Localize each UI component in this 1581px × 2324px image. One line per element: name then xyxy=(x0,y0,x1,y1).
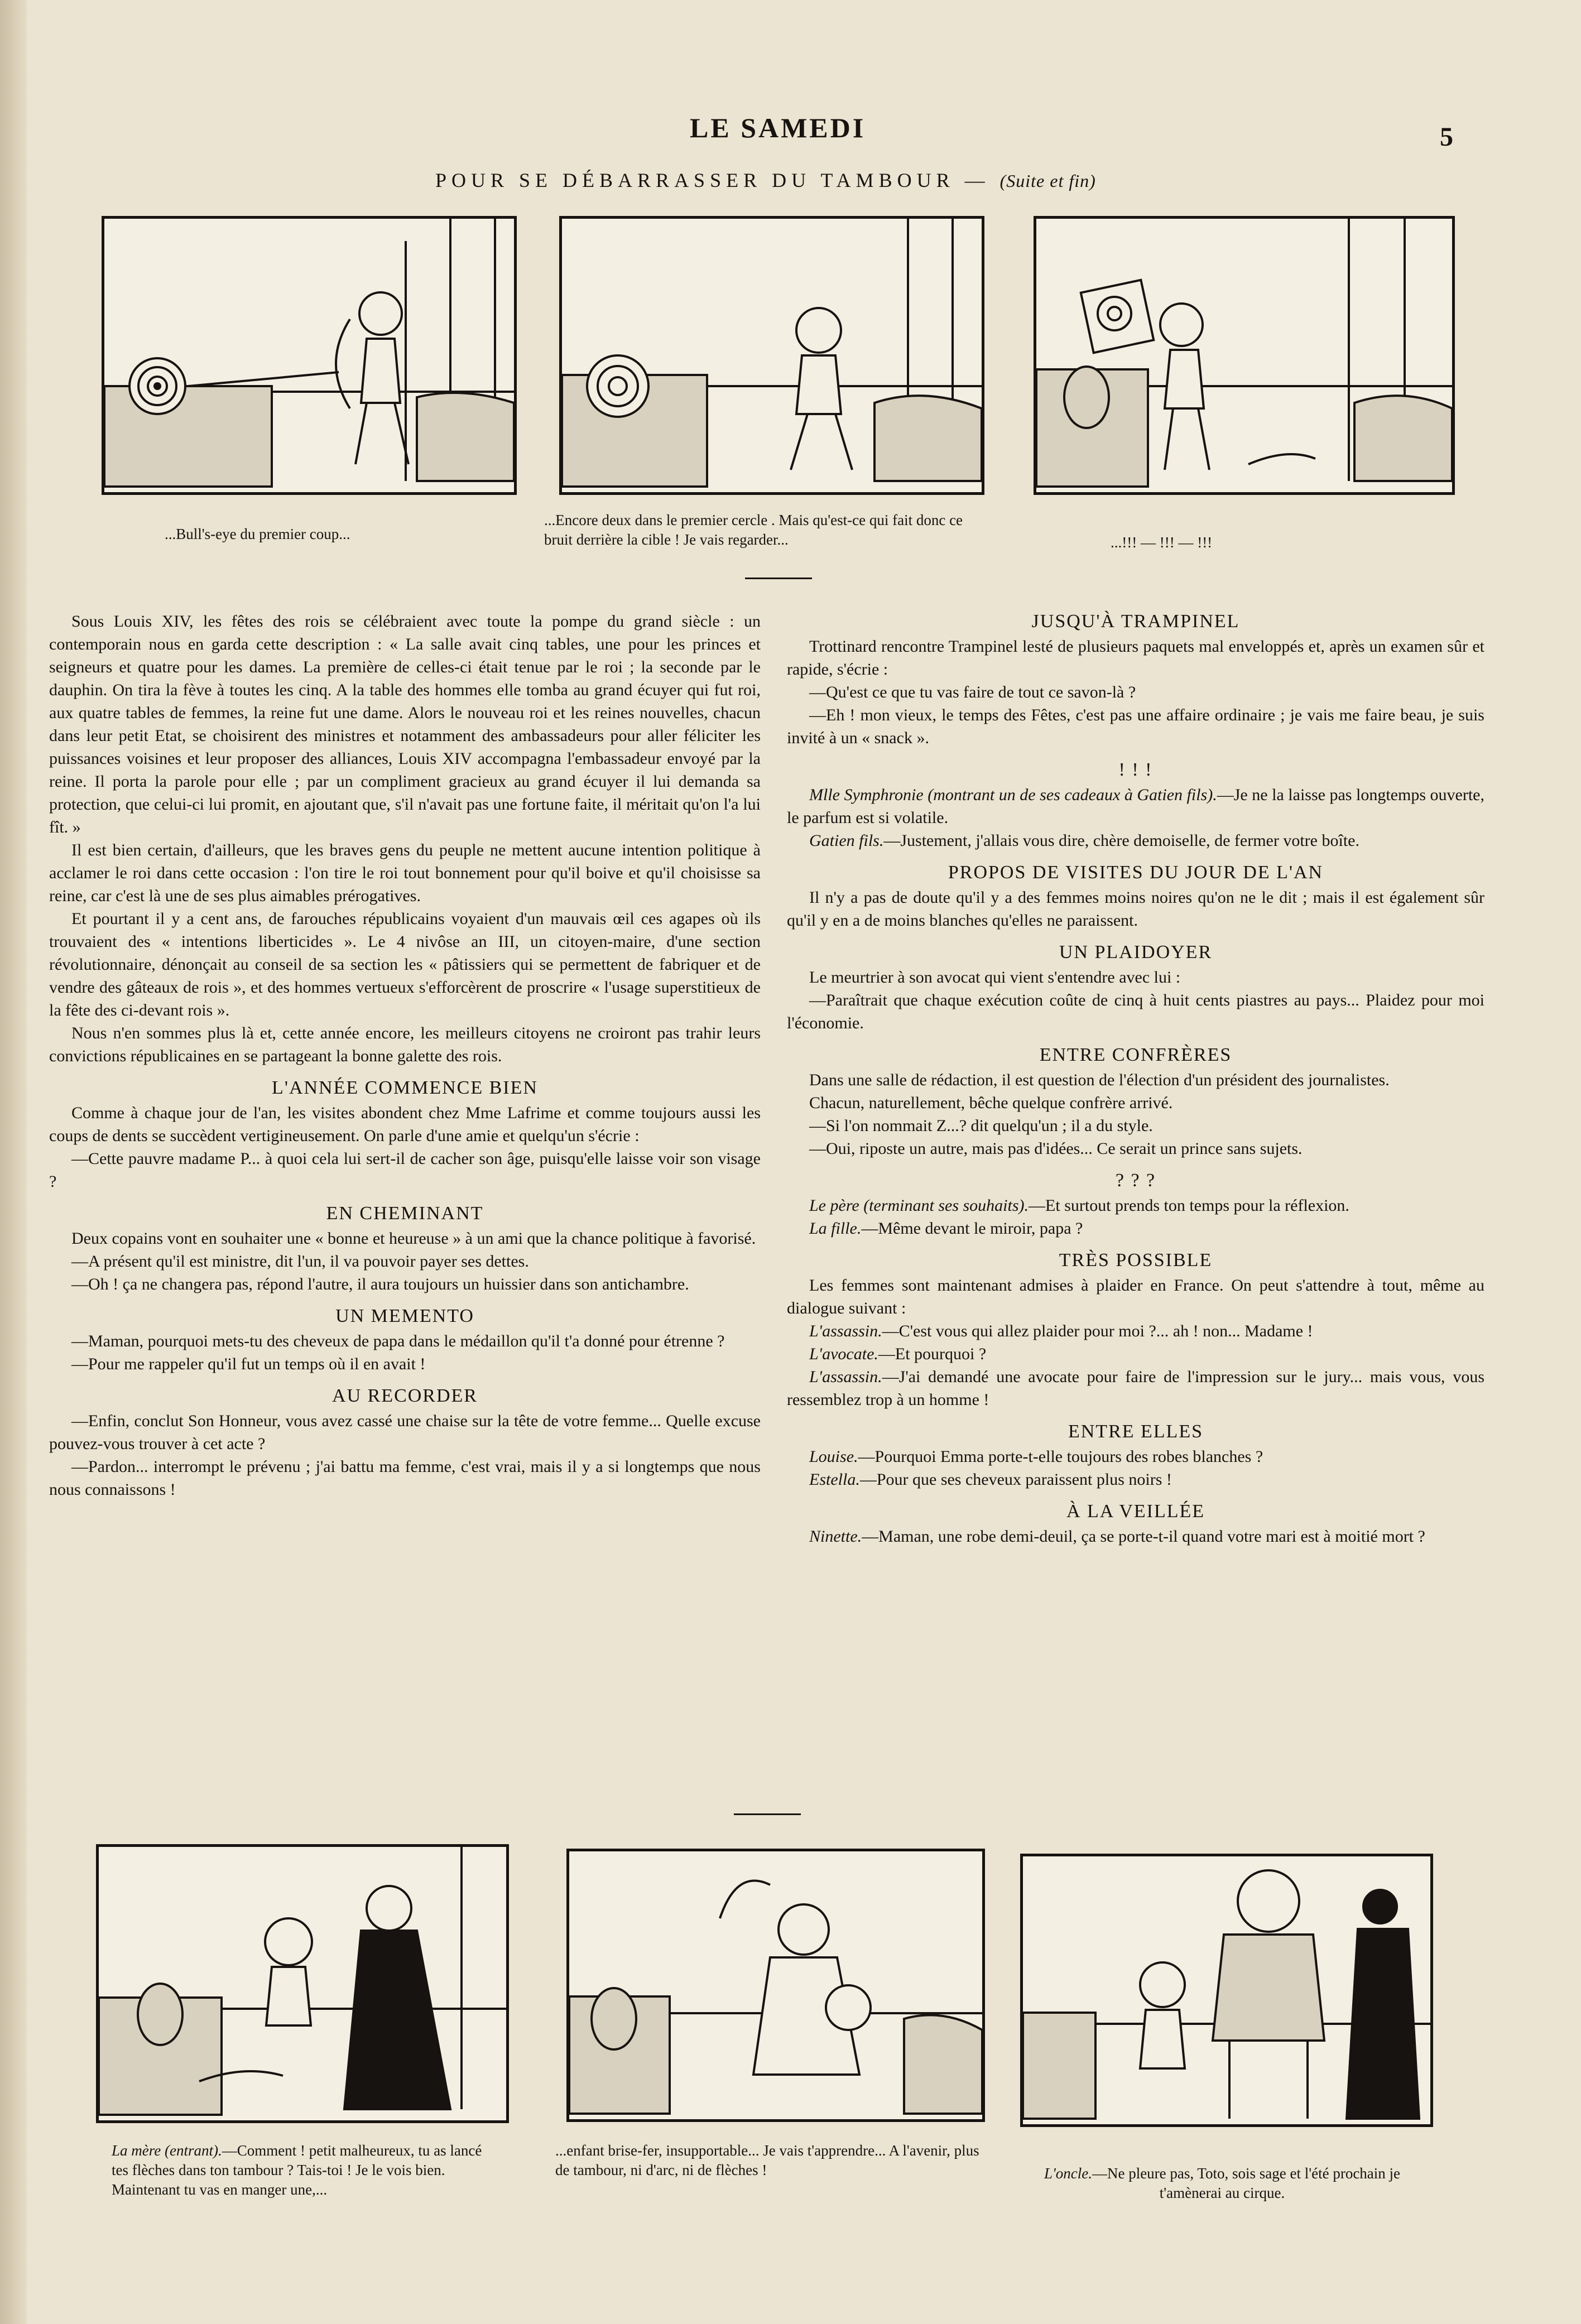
dialogue-text: —Et surtout prends ton temps pour la réflexion. xyxy=(1029,1196,1349,1215)
dialogue-line xyxy=(787,829,1484,852)
mother-scolding-boy-illustration xyxy=(99,1847,506,2120)
article-paragraph: —Pour me rappeler qu'il fut un temps où il en avait ! xyxy=(71,1355,426,1373)
dialogue-line xyxy=(787,1445,1484,1468)
section-divider-bottom xyxy=(734,1813,801,1815)
strip-title-text: POUR SE DÉBARRASSER DU TAMBOUR — xyxy=(435,169,990,191)
article-paragraph: —Eh ! mon vieux, le temps des Fêtes, c'est pas une affaire ordinaire ; je vais me faire beau, je suis invité à un « snack ». xyxy=(787,706,1484,747)
top-caption-1: ...Bull's-eye du premier coup... xyxy=(165,526,350,542)
comic-panel-top-2 xyxy=(559,216,984,495)
caption-text: —Ne pleure pas, Toto, sois sage et l'été prochain je t'amènerai au cirque. xyxy=(1092,2165,1401,2201)
article-paragraph: —Maman, pourquoi mets-tu des cheveux de papa dans le médaillon qu'il t'a donné pour étrenne ? xyxy=(71,1332,725,1350)
dialogue-text: —Maman, une robe demi-deuil, ça se porte-t-il quand votre mari est à moitié mort ? xyxy=(862,1527,1425,1546)
speaker: La fille. xyxy=(809,1219,862,1238)
separator: ? ? ? xyxy=(1115,1170,1156,1191)
speaker: Mlle Symphronie (montrant un de ses cadeaux à Gatien fils). xyxy=(809,786,1217,804)
article-paragraph: Dans une salle de rédaction, il est question de l'élection d'un président des journalistes. xyxy=(809,1071,1390,1089)
strip-title-suffix: (Suite et fin) xyxy=(999,171,1096,191)
article-heading: UN PLAIDOYER xyxy=(1059,942,1213,963)
dialogue-text: —Pourquoi Emma porte-t-elle toujours des robes blanches ? xyxy=(858,1447,1263,1466)
dialogue-line xyxy=(787,1343,1484,1365)
uncle-comforting-boy-illustration xyxy=(1023,1856,1430,2124)
article-paragraph: —Cette pauvre madame P... à quoi cela lui sert-il de cacher son âge, puisqu'elle laisse voir son visage ? xyxy=(49,1149,761,1191)
boy-looking-at-target-illustration xyxy=(562,219,982,492)
boy-shooting-target-illustration xyxy=(104,219,514,492)
dialogue-line xyxy=(787,1194,1484,1217)
speaker: L'assassin. xyxy=(809,1368,882,1386)
article-paragraph: Le meurtrier à son avocat qui vient s'entendre avec lui : xyxy=(809,968,1181,987)
comic-panel-bottom-2 xyxy=(566,1849,985,2122)
dialogue-line xyxy=(787,1468,1484,1491)
right-column xyxy=(787,610,1484,1548)
dialogue-text: —J'ai demandé une avocate pour faire de l'impression sur le jury... mais vous, vous ressemblez trop à un homme ! xyxy=(787,1368,1484,1409)
article-paragraph: —Oui, riposte un autre, mais pas d'idées... Ce serait un prince sans sujets. xyxy=(809,1139,1303,1158)
article-heading: TRÈS POSSIBLE xyxy=(1059,1250,1213,1271)
speaker: La mère (entrant). xyxy=(112,2142,222,2159)
article-paragraph: —Pardon... interrompt le prévenu ; j'ai battu ma femme, c'est vrai, mais il y a si longtemps que nous nous connaissons ! xyxy=(49,1457,761,1499)
dialogue-text: —Pour que ses cheveux paraissent plus noirs ! xyxy=(859,1470,1172,1489)
speaker: Le père (terminant ses souhaits). xyxy=(809,1196,1029,1215)
article-paragraph: Il n'y a pas de doute qu'il y a des femmes moins noires qu'on ne le dit ; mais il est également sûr qu'il y en a de moins blanches qu'elles ne paraissent. xyxy=(787,888,1484,930)
article-paragraph: —A présent qu'il est ministre, dit l'un, il va pouvoir payer ses dettes. xyxy=(71,1252,529,1271)
left-column xyxy=(49,610,761,1501)
caption-text: —Comment ! petit malheureux, tu as lancé tes flèches dans ton tambour ? Tais-toi ! Je le vois bien. Maintenant tu vas en manger une,... xyxy=(112,2142,482,2198)
article-paragraph: —Si l'on nommait Z...? dit quelqu'un ; il a du style. xyxy=(809,1117,1153,1135)
dialogue-text: —C'est vous qui allez plaider pour moi ?... ah ! non... Madame ! xyxy=(882,1322,1313,1340)
article-paragraph: Deux copains vont en souhaiter une « bonne et heureuse » à un ami que la chance politique à favorisé. xyxy=(71,1229,756,1248)
speaker: Ninette. xyxy=(809,1527,862,1546)
dialogue-text: —Justement, j'allais vous dire, chère demoiselle, de fermer votre boîte. xyxy=(883,831,1359,850)
top-caption-2: ...Encore deux dans le premier cercle . Mais qu'est-ce qui fait donc ce bruit derrière la cible ! Je vais regarder... xyxy=(544,512,963,548)
dialogue-line xyxy=(787,1365,1484,1411)
article-heading: PROPOS DE VISITES DU JOUR DE L'AN xyxy=(948,862,1324,883)
comic-panel-bottom-3 xyxy=(1020,1854,1433,2127)
article-paragraph: Chacun, naturellement, bêche quelque confrère arrivé. xyxy=(809,1094,1173,1112)
speaker: L'oncle. xyxy=(1044,2165,1092,2182)
speaker: L'avocate. xyxy=(809,1345,878,1363)
article-heading: AU RECORDER xyxy=(332,1385,478,1406)
speaker: Gatien fils. xyxy=(809,831,884,850)
article-heading: L'ANNÉE COMMENCE BIEN xyxy=(272,1077,538,1098)
top-caption-3: ...!!! — !!! — !!! xyxy=(1111,534,1213,551)
article-paragraph: —Enfin, conclut Son Honneur, vous avez cassé une chaise sur la tête de votre femme... Quelle excuse pouvez-vous trouver à cet acte ? xyxy=(49,1412,761,1453)
intro-paragraph: Et pourtant il y a cent ans, de farouches républicains voyaient d'un mauvais œil ces agapes où ils trouvaient des « intentions liberticides ». Le 4 nivôse an III, un citoyen-maire, d'une section révolutionnaire, dénonçait au conseil de sa section les « pâtissiers qui se permettent de fabriquer et de vendre des gâteaux de rois », et des hommes vertueux s'efforcèrent de proscrire « l'usage superstitieux de la fête des ci-devant rois ». xyxy=(49,910,761,1019)
section-divider-top xyxy=(745,578,812,579)
comic-panel-top-1 xyxy=(102,216,517,495)
boy-with-drum-illustration xyxy=(1036,219,1452,492)
article-heading: EN CHEMINANT xyxy=(326,1203,484,1224)
speaker: L'assassin. xyxy=(809,1322,882,1340)
dialogue-line xyxy=(787,1217,1484,1240)
dialogue-text: —Je ne la laisse pas longtemps ouverte, le parfum est si volatile. xyxy=(787,786,1484,827)
bottom-caption-3 xyxy=(1027,2164,1417,2203)
article-paragraph: —Paraîtrait que chaque exécution coûte de cinq à huit cents piastres au pays... Plaidez pour moi l'économie. xyxy=(787,991,1484,1032)
dialogue-text: —Et pourquoi ? xyxy=(878,1345,987,1363)
intro-paragraph: Sous Louis XIV, les fêtes des rois se célébraient avec toute la pompe du grand siècle : un contemporain nous en garda cette description : « La salle avait cinq tables, une pour les princes et seigneurs et quatre pour les dames. La première de celles-ci était tenue par le roi ; la seconde par le dauphin. On tira la fève à toutes les cinq. A la table des hommes elle tomba au grand écuyer qui fut roi, aux quatre tables de femmes, la reine fut une dame. Alors le nouveau roi et les reines nouvelles, chacun dans leur petit Etat, se choisirent des ministres et notamment des ambassadeurs pour aller féliciter les puissances voisines et leur proposer des alliances, Louis XIV accompagna l'embassadeur envoyé par la reine. Il porta la parole pour elle ; par un compliment gracieux au grand écuyer il lui demanda sa protection, que celui-ci lui promit, en ajoutant que, s'il n'avait pas une fortune faite, il méritait qu'on l'a lui fît. » xyxy=(49,612,761,836)
bottom-caption-2: ...enfant brise-fer, insupportable... Je vais t'apprendre... A l'avenir, plus de tambour, ni d'arc, ni de flèches ! xyxy=(555,2142,979,2178)
comic-panel-top-3 xyxy=(1034,216,1455,495)
article-paragraph: Les femmes sont maintenant admises à plaider en France. On peut s'attendre à tout, même au dialogue suivant : xyxy=(787,1276,1484,1317)
article-heading: ENTRE ELLES xyxy=(1068,1421,1204,1442)
dialogue-line xyxy=(787,1320,1484,1343)
article-heading: JUSQU'À TRAMPINEL xyxy=(1031,611,1240,632)
article-paragraph: Trottinard rencontre Trampinel lesté de plusieurs paquets mal enveloppés et, après un examen sûr et rapide, s'écrie : xyxy=(787,637,1484,679)
comic-strip-title xyxy=(435,169,1096,192)
intro-paragraph: Nous n'en sommes plus là et, cette année encore, les meilleurs citoyens ne croiront pas trahir leurs convictions républicaines en se partageant la bonne galette des rois. xyxy=(49,1024,761,1065)
comic-panel-bottom-1 xyxy=(96,1844,509,2123)
article-paragraph: —Qu'est ce que tu vas faire de tout ce savon-là ? xyxy=(809,683,1136,701)
page-number: 5 xyxy=(1440,122,1453,152)
dialogue-line xyxy=(787,1525,1484,1548)
newspaper-title: LE SAMEDI xyxy=(690,112,866,143)
speaker: Louise. xyxy=(809,1447,858,1466)
article-paragraph: —Oh ! ça ne changera pas, répond l'autre, il aura toujours un huissier dans son antichambre. xyxy=(71,1275,689,1293)
mother-spanking-boy-illustration xyxy=(569,1851,982,2119)
page-edge xyxy=(0,0,27,2324)
speaker: Estella. xyxy=(809,1470,860,1489)
article-heading: UN MEMENTO xyxy=(335,1306,474,1326)
article-heading: ENTRE CONFRÈRES xyxy=(1039,1045,1232,1065)
intro-paragraph: Il est bien certain, d'ailleurs, que les braves gens du peuple ne mettent aucune intention politique à acclamer le roi dans cette occasion : l'on tire le roi tout bonnement pour qu'il boive et qu'il choisisse sa reine, car c'est là une de ses plus aimables prérogatives. xyxy=(49,841,761,905)
dialogue-line xyxy=(787,783,1484,829)
bottom-caption-1 xyxy=(112,2141,502,2200)
separator: ! ! ! xyxy=(1118,759,1153,780)
dialogue-text: —Même devant le miroir, papa ? xyxy=(861,1219,1083,1238)
article-heading: À LA VEILLÉE xyxy=(1066,1501,1205,1522)
article-paragraph: Comme à chaque jour de l'an, les visites abondent chez Mme Lafrime et comme toujours aussi les coups de dents se succèdent vertigineusement. On parle d'une amie et quelqu'un s'écrie : xyxy=(49,1104,761,1145)
